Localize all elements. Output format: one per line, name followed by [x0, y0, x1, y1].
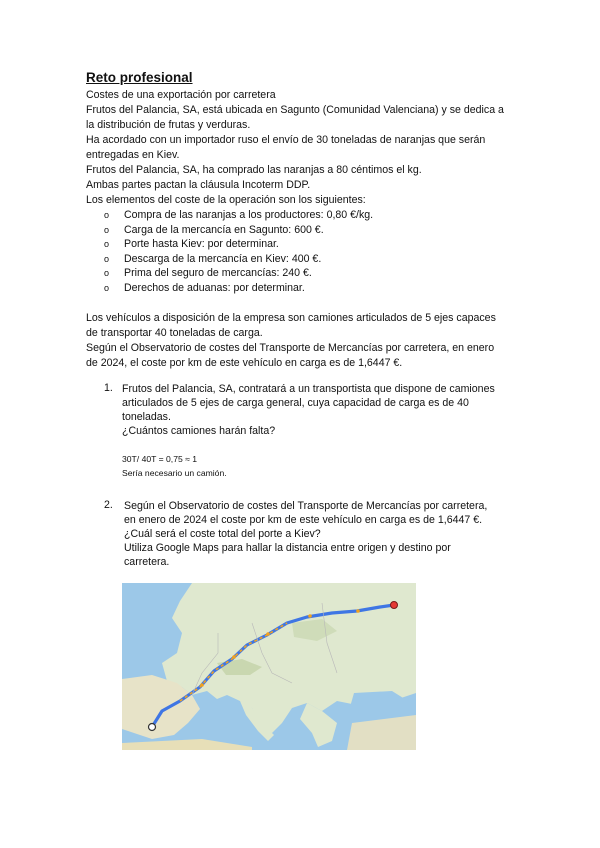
list-item: o Porte hasta Kiev: por determinar.: [104, 238, 279, 251]
intro-line: Ambas partes pactan la cláusula Incoterm DDP.: [86, 179, 311, 191]
bullet-icon: o: [104, 282, 110, 293]
route-map-image: [122, 583, 416, 750]
intro-line: Los elementos del coste de la operación son los siguientes:: [86, 194, 366, 206]
question-1-answer-text: Sería necesario un camión.: [122, 468, 227, 478]
vehicles-line: de 2024, el coste por km de este vehículo en carga es de 1,6447 €.: [86, 357, 403, 369]
vehicles-line: de transportar 40 toneladas de carga.: [86, 327, 263, 339]
intro-line: la distribución de frutas y verduras.: [86, 119, 251, 131]
intro-line: Frutos del Palancia, SA, está ubicada en Sagunto (Comunidad Valenciana) y se dedica a: [86, 104, 504, 116]
list-item: o Derechos de aduanas: por determinar.: [104, 281, 305, 294]
intro-line: Frutos del Palancia, SA, ha comprado las naranjas a 80 céntimos el kg.: [86, 164, 422, 176]
list-item: o Compra de las naranjas a los productores: 0,80 €/kg.: [104, 209, 374, 221]
intro-line: Costes de una exportación por carretera: [86, 89, 276, 101]
bullet-icon: o: [104, 268, 110, 279]
list-item: o Descarga de la mercancía en Kiev: 400 €.: [104, 252, 322, 265]
vehicles-line: Según el Observatorio de costes del Transporte de Mercancías por carretera, en enero: [86, 342, 495, 354]
europe-map-icon: [122, 583, 416, 750]
question-2-number: 2.: [104, 499, 113, 511]
question-1-text: Frutos del Palancia, SA, contratará a un transportista que dispone de camiones articulados de 5 ejes de carga general, cuya capacidad de carga es de 40 toneladas. ¿Cuántos camiones harán falta?: [122, 383, 495, 437]
question-1-answer-calc: 30T/ 40T = 0,75 ≈ 1: [122, 454, 198, 464]
list-item: o Carga de la mercancía en Sagunto: 600 €.: [104, 223, 324, 236]
list-item: o Prima del seguro de mercancías: 240 €.: [104, 267, 312, 280]
bullet-icon: o: [104, 253, 110, 264]
intro-line: Ha acordado con un importador ruso el envío de 30 toneladas de naranjas que serán: [86, 134, 486, 146]
vehicles-line: Los vehículos a disposición de la empresa son camiones articulados de 5 ejes capaces: [86, 312, 496, 324]
intro-line: entregadas en Kiev.: [86, 149, 180, 161]
question-2-text: Según el Observatorio de costes del Transporte de Mercancías por carretera, en enero de 2024 el coste por km de este vehículo en carga es de 1,6447 €. ¿Cuál será el coste total del porte a Kiev? Utiliza Google Maps para hallar la distancia entre origen y destino por carretera.: [124, 500, 488, 568]
bullet-icon: o: [104, 224, 110, 235]
bullet-icon: o: [104, 239, 110, 250]
document-title: Reto profesional: [86, 70, 193, 85]
bullet-icon: o: [104, 210, 110, 220]
cost-items-list: [104, 208, 373, 296]
question-1-number: 1.: [104, 382, 113, 394]
